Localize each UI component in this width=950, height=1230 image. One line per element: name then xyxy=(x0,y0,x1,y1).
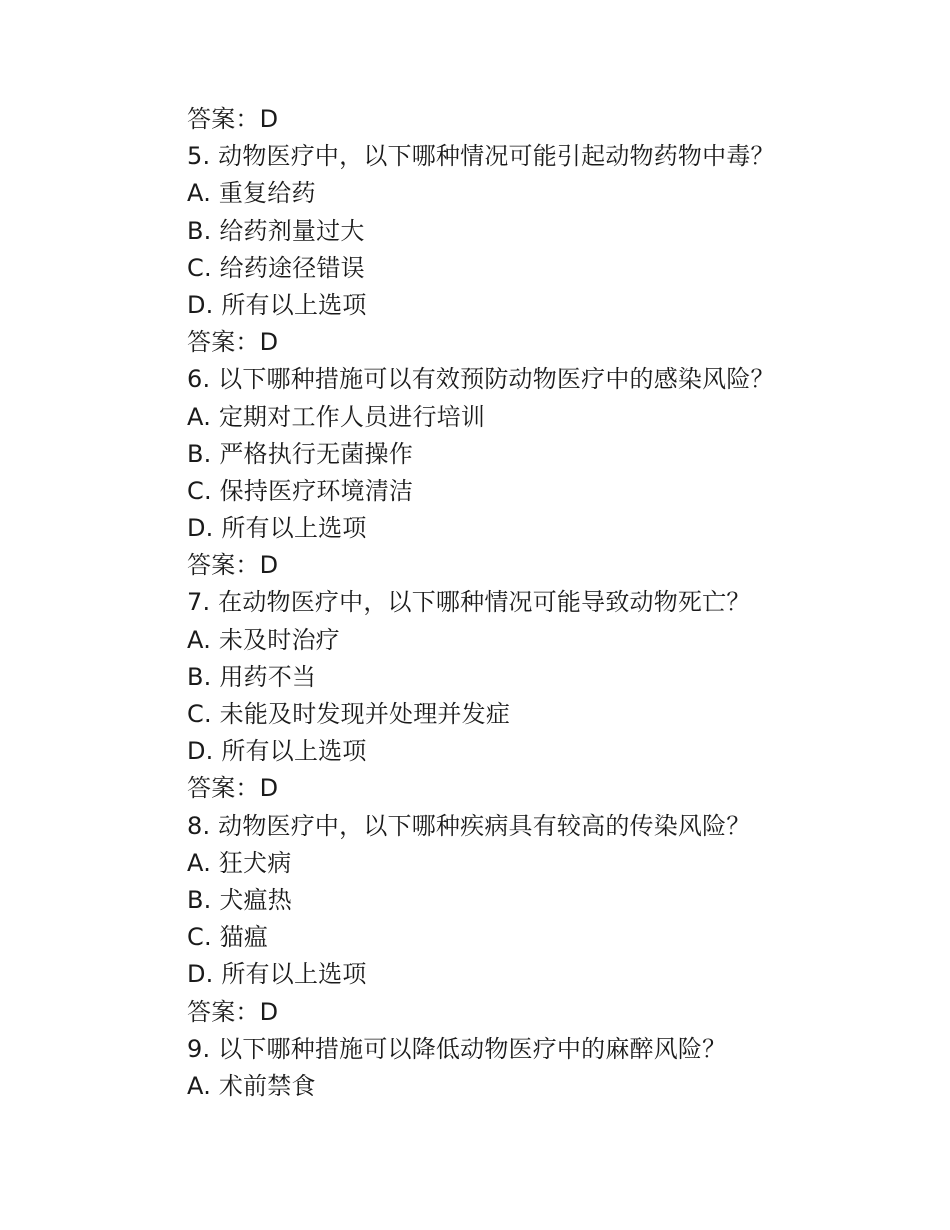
answer-line: 答案：D xyxy=(187,997,279,1026)
question-6: 6. 以下哪种措施可以有效预防动物医疗中的感染风险？ xyxy=(187,365,775,394)
option-b: B. 给药剂量过大 xyxy=(187,216,365,245)
answer-line: 答案：D xyxy=(187,774,279,803)
option-a: A. 定期对工作人员进行培训 xyxy=(187,402,486,431)
option-b: B. 用药不当 xyxy=(187,662,317,691)
option-c: C. 未能及时发现并处理并发症 xyxy=(187,700,511,728)
document-body xyxy=(187,101,887,1105)
question-9: 9. 以下哪种措施可以降低动物医疗中的麻醉风险？ xyxy=(187,1034,727,1063)
option-d: D. 所有以上选项 xyxy=(187,290,367,319)
option-a: A. 重复给药 xyxy=(187,179,316,208)
answer-line: 答案：D xyxy=(187,105,279,133)
option-d: D. 所有以上选项 xyxy=(187,960,367,989)
option-a: A. 未及时治疗 xyxy=(187,625,340,654)
option-c: C. 给药途径错误 xyxy=(187,253,365,282)
option-a: A. 狂犬病 xyxy=(187,848,292,877)
question-5: 5. 动物医疗中，以下哪种情况可能引起动物药物中毒？ xyxy=(187,142,775,171)
option-b: B. 犬瘟热 xyxy=(187,885,292,914)
option-d: D. 所有以上选项 xyxy=(187,737,367,766)
option-c: C. 猫瘟 xyxy=(187,923,269,952)
option-a: A. 术前禁食 xyxy=(187,1071,316,1100)
option-c: C. 保持医疗环境清洁 xyxy=(187,476,414,505)
option-b: B. 严格执行无菌操作 xyxy=(187,439,413,468)
answer-line: 答案：D xyxy=(187,551,279,580)
question-8: 8. 动物医疗中，以下哪种疾病具有较高的传染风险？ xyxy=(187,811,751,840)
answer-line: 答案：D xyxy=(187,328,279,357)
option-d: D. 所有以上选项 xyxy=(187,514,367,543)
question-7: 7. 在动物医疗中，以下哪种情况可能导致动物死亡？ xyxy=(187,588,751,617)
